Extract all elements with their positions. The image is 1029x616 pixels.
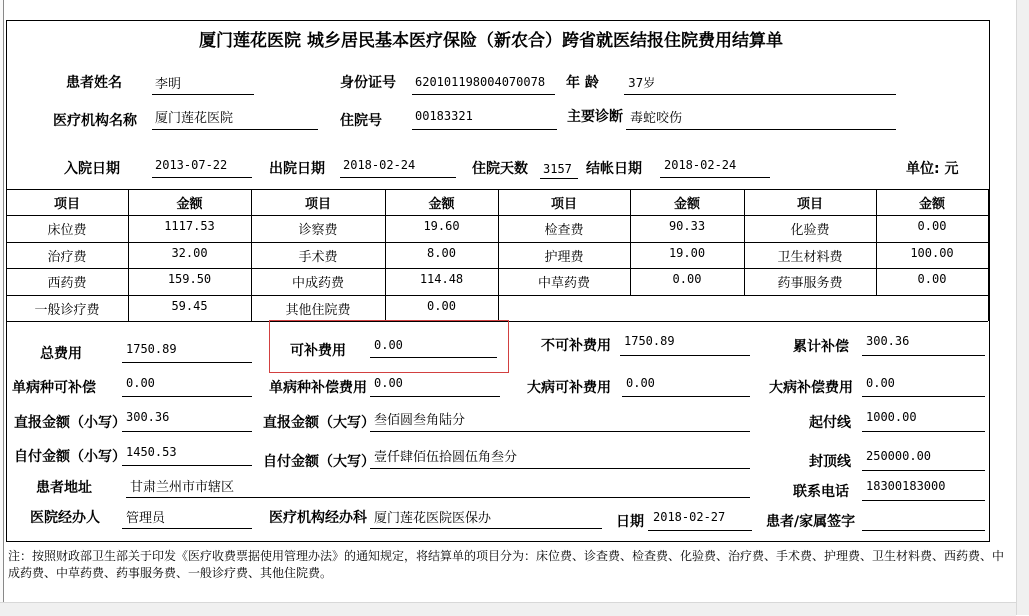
- deductible-label: 起付线: [809, 415, 851, 431]
- fee-table-header-amount: 金额: [918, 197, 945, 212]
- id-number-label: 身份证号: [340, 75, 396, 91]
- horizontal-scrollbar[interactable]: [0, 602, 1016, 616]
- hospital-handler-label: 医院经办人: [30, 510, 100, 526]
- fee-item-amount: 19.00: [668, 246, 706, 260]
- admission-number-value: 00183321: [415, 109, 473, 123]
- unit-label: 单位: 元: [906, 161, 959, 177]
- single-disease-reimb-value: 0.00: [126, 376, 155, 390]
- fee-table-header-amount: 金额: [176, 197, 203, 212]
- fee-item-name: 床位费: [47, 223, 87, 238]
- fee-item-amount: 100.00: [910, 246, 954, 260]
- fee-item-amount: 59.45: [171, 299, 208, 313]
- fee-table-row-line: [6, 268, 988, 269]
- total-cost-underline: [122, 362, 252, 363]
- non-reimbursable-value: 1750.89: [624, 334, 675, 348]
- fee-item-name: 护理费: [544, 250, 584, 265]
- vertical-scrollbar[interactable]: [1016, 0, 1029, 615]
- phone-label: 联系电话: [793, 484, 849, 500]
- fee-table-header-item: 项目: [796, 197, 823, 212]
- cap-line-label: 封顶线: [809, 454, 851, 470]
- major-illness-comp-underline: [862, 396, 985, 397]
- fee-item-name: 西药费: [47, 276, 87, 291]
- footnote: 注：按照财政部卫生部关于印发《医疗收费票据使用管理办法》的通知规定，将结算单的项目分为：床位费、诊查费、检查费、化验费、治疗费、手术费、护理费、卫生材料费、西药费、中成药费、中草药费、药事服务费、一般诊疗费、其他住院费。: [8, 549, 1005, 580]
- major-illness-reimb-label: 大病可补费用: [527, 380, 611, 396]
- fee-table-header-item: 项目: [550, 197, 577, 212]
- id-number-value: 620101198004070078: [415, 75, 546, 89]
- stay-days-underline: [540, 178, 578, 179]
- cumulative-comp-underline: [862, 355, 985, 356]
- self-pay-small-value: 1450.53: [126, 445, 177, 459]
- fee-item-amount: 90.33: [668, 219, 706, 233]
- fee-item-amount: 0.00: [917, 219, 947, 233]
- cumulative-comp-value: 300.36: [866, 334, 910, 348]
- patient-name-label: 患者姓名: [66, 75, 122, 91]
- settlement-date-underline: [660, 177, 770, 178]
- fee-item-amount: 159.50: [167, 272, 212, 286]
- fee-item-name: 卫生材料费: [777, 250, 843, 265]
- id-number-underline: [412, 94, 555, 95]
- total-cost-value: 1750.89: [126, 342, 177, 356]
- admission-number-label: 住院号: [340, 113, 382, 129]
- institution-label: 医疗机构名称: [53, 113, 137, 129]
- date-underline: [648, 530, 752, 531]
- fee-table-header-item: 项目: [53, 197, 80, 212]
- diagnosis-value: 毒蛇咬伤: [630, 111, 683, 126]
- direct-amount-small-label: 直报金额（小写）: [14, 415, 126, 431]
- diagnosis-label: 主要诊断: [567, 109, 623, 125]
- patient-address-value: 甘肃兰州市市辖区: [130, 480, 235, 495]
- deductible-value: 1000.00: [866, 410, 917, 424]
- reimbursable-value: 0.00: [374, 338, 403, 352]
- fee-item-name: 其他住院费: [285, 303, 351, 318]
- date-label: 日期: [616, 514, 644, 530]
- single-disease-reimb-underline: [122, 396, 252, 397]
- stay-days-value: 3157: [543, 162, 572, 176]
- fee-item-amount: 0.00: [672, 272, 702, 286]
- fee-table-header-amount: 金额: [428, 197, 455, 212]
- fee-item-name: 一般诊疗费: [34, 303, 100, 318]
- signature-underline: [862, 530, 985, 531]
- self-pay-small-label: 自付金额（小写）: [14, 449, 126, 465]
- settlement-date-label: 结帐日期: [586, 161, 642, 177]
- fee-item-amount: 0.00: [427, 299, 456, 313]
- direct-amount-small-value: 300.36: [126, 410, 170, 424]
- admission-date-value: 2013-07-22: [155, 158, 228, 172]
- self-pay-small-underline: [122, 465, 252, 466]
- fee-item-name: 治疗费: [47, 250, 87, 265]
- major-illness-reimb-underline: [622, 396, 750, 397]
- fee-item-name: 中草药费: [537, 276, 590, 291]
- fee-table-row-line: [6, 242, 988, 243]
- fee-item-amount: 32.00: [171, 246, 208, 260]
- patient-name-underline: [152, 94, 254, 95]
- major-illness-reimb-value: 0.00: [626, 376, 655, 390]
- age-underline: [624, 94, 896, 95]
- admission-date-underline: [152, 177, 252, 178]
- single-disease-reimb-label: 单病种可补偿: [12, 380, 96, 396]
- fee-item-name: 检查费: [544, 223, 584, 238]
- phone-underline: [862, 500, 985, 501]
- institution-handler-underline: [370, 528, 602, 529]
- cumulative-comp-label: 累计补偿: [793, 339, 849, 355]
- reimbursable-label: 可补费用: [290, 343, 346, 359]
- signature-label: 患者/家属签字: [766, 514, 856, 530]
- discharge-date-underline: [340, 177, 456, 178]
- admission-number-underline: [412, 129, 557, 130]
- fee-item-amount: 0.00: [917, 272, 947, 286]
- major-illness-comp-label: 大病补偿费用: [769, 380, 853, 396]
- self-pay-big-label: 自付金额（大写）: [263, 454, 375, 470]
- fee-item-name: 药事服务费: [777, 276, 843, 291]
- age-label: 年 龄: [566, 75, 599, 91]
- fee-item-name: 手术费: [298, 250, 338, 265]
- direct-amount-big-underline: [370, 431, 750, 432]
- page-title: 厦门莲花医院 城乡居民基本医疗保险（新农合）跨省就医结报住院费用结算单: [199, 31, 783, 51]
- total-cost-label: 总费用: [40, 346, 82, 362]
- deductible-underline: [862, 431, 985, 432]
- patient-address-label: 患者地址: [36, 480, 92, 496]
- single-disease-comp-underline: [370, 396, 500, 397]
- stay-days-label: 住院天数: [472, 161, 528, 177]
- single-disease-comp-label: 单病种补偿费用: [269, 380, 367, 396]
- diagnosis-underline: [626, 129, 896, 130]
- settlement-date-value: 2018-02-24: [664, 158, 737, 172]
- fee-item-amount: 114.48: [419, 272, 464, 286]
- fee-item-name: 化验费: [790, 223, 830, 238]
- date-value: 2018-02-27: [653, 510, 726, 524]
- hospital-handler-value: 管理员: [126, 511, 166, 526]
- age-value: 37岁: [628, 76, 656, 90]
- fee-item-amount: 1117.53: [164, 219, 215, 233]
- fee-table-header-item: 项目: [304, 197, 331, 212]
- self-pay-big-underline: [370, 468, 750, 469]
- fee-item-amount: 8.00: [427, 246, 456, 260]
- reimbursable-underline: [370, 357, 497, 358]
- direct-amount-small-underline: [122, 431, 252, 432]
- discharge-date-value: 2018-02-24: [343, 158, 416, 172]
- non-reimbursable-label: 不可补费用: [541, 338, 611, 354]
- non-reimbursable-underline: [620, 355, 750, 356]
- fee-item-name: 诊察费: [298, 223, 338, 238]
- fee-item-name: 中成药费: [291, 276, 344, 291]
- window-left-edge: [0, 0, 4, 615]
- cap-line-value: 250000.00: [866, 449, 932, 463]
- patient-address-underline: [126, 497, 750, 498]
- hospital-handler-underline: [122, 528, 252, 529]
- fee-table-col-line: [988, 189, 989, 321]
- single-disease-comp-value: 0.00: [374, 376, 403, 390]
- phone-value: 18300183000: [866, 479, 946, 493]
- direct-amount-big-value: 叁佰圆叁角陆分: [374, 413, 466, 428]
- major-illness-comp-value: 0.00: [866, 376, 895, 390]
- cap-line-underline: [862, 470, 985, 471]
- institution-value: 厦门莲花医院: [155, 111, 234, 126]
- institution-handler-label: 医疗机构经办科: [269, 510, 367, 526]
- direct-amount-big-label: 直报金额（大写）: [263, 415, 375, 431]
- fee-table-header-amount: 金额: [673, 197, 700, 212]
- discharge-date-label: 出院日期: [269, 161, 325, 177]
- patient-name-value: 李明: [155, 77, 182, 92]
- admission-date-label: 入院日期: [64, 161, 120, 177]
- fee-table-row-line: [6, 189, 988, 190]
- fee-table-row-line: [6, 215, 988, 216]
- institution-underline: [152, 129, 318, 130]
- fee-table-row-line: [6, 295, 988, 296]
- institution-handler-value: 厦门莲花医院医保办: [374, 511, 492, 526]
- fee-item-amount: 19.60: [423, 219, 460, 233]
- self-pay-big-value: 壹仟肆佰伍拾圆伍角叁分: [374, 450, 518, 465]
